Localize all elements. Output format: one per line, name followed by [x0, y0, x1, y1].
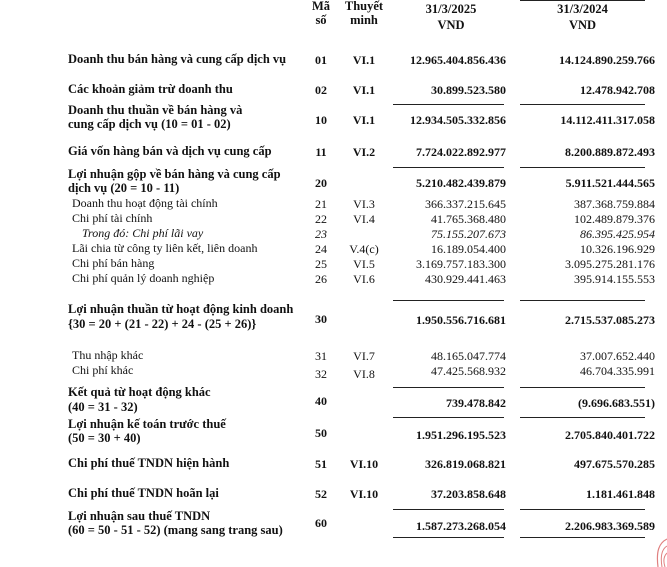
header-period2	[520, 2, 645, 32]
row-label: Lợi nhuận sau thuế TNDN	[68, 509, 211, 523]
row-value-2024: 395.914.155.553	[574, 272, 655, 286]
row-label: Chi phí bán hàng	[72, 256, 155, 270]
rule	[520, 167, 645, 168]
row-code: 32	[315, 367, 327, 381]
row-value-2025: 41.765.368.480	[431, 212, 506, 226]
row-code: 21	[315, 197, 327, 211]
rule	[520, 300, 645, 301]
header-code	[306, 0, 336, 27]
row-label: Lợi nhuận gộp về bán hàng và cung cấp	[68, 167, 281, 181]
row-code: 25	[315, 257, 327, 271]
row-label: Trong đó: Chi phí lãi vay	[82, 226, 204, 240]
rule	[520, 387, 645, 388]
header-period1-date: 31/3/2025	[425, 2, 477, 16]
rule	[393, 167, 504, 168]
row-label: Giá vốn hàng bán và dịch vụ cung cấp	[68, 144, 272, 158]
row-label-line2: (60 = 50 - 51 - 52) (mang sang trang sau)	[68, 523, 283, 537]
header-note-line2: minh	[350, 13, 378, 27]
rule	[393, 417, 504, 418]
rule	[520, 417, 645, 418]
row-label: Chi phí thuế TNDN hoãn lại	[68, 486, 219, 500]
row-value-2025: 366.337.215.645	[425, 197, 506, 211]
row-code: 20	[315, 176, 327, 190]
rule	[393, 509, 504, 510]
row-code: 22	[315, 212, 327, 226]
row-label: Doanh thu hoạt động tài chính	[72, 196, 218, 210]
row-note: VI.2	[352, 145, 376, 159]
row-value-2024: 10.326.196.929	[580, 242, 655, 256]
header-note	[338, 0, 390, 27]
row-code: 31	[315, 349, 327, 363]
row-note: VI.1	[352, 53, 376, 67]
row-value-2025: 1.950.556.716.681	[416, 313, 506, 327]
stamp-fragment-icon	[653, 537, 667, 567]
row-note: V.4(c)	[349, 242, 379, 256]
row-label: Chi phí tài chính	[72, 211, 153, 225]
row-value-2024: 2.705.840.401.722	[565, 428, 655, 442]
row-value-2025: 48.165.047.774	[431, 349, 506, 363]
row-note: VI.1	[352, 83, 376, 97]
row-label: Chi phí khác	[72, 363, 134, 377]
row-value-2025: 75.155.207.673	[431, 227, 506, 241]
row-label: Kết quả từ hoạt động khác	[68, 385, 211, 399]
row-label: Lãi chia từ công ty liên kết, liên doanh	[72, 241, 258, 255]
row-note: VI.10	[349, 457, 379, 471]
row-code: 02	[315, 83, 327, 97]
row-code: 26	[315, 272, 327, 286]
row-code: 24	[315, 242, 327, 256]
row-note: VI.1	[352, 113, 376, 127]
row-code: 01	[315, 53, 327, 67]
row-value-2025: 326.819.068.821	[425, 457, 506, 471]
row-value-2025: 47.425.568.932	[431, 364, 506, 378]
row-label: Thu nhập khác	[72, 348, 144, 362]
row-note: VI.8	[353, 367, 375, 381]
row-value-2025: 3.169.757.183.300	[416, 257, 506, 271]
row-value-2024: 5.911.521.444.565	[565, 176, 655, 190]
row-label: Lợi nhuận kế toán trước thuế	[68, 417, 226, 431]
row-label-line2: (40 = 31 - 32)	[68, 400, 138, 414]
rule	[393, 300, 504, 301]
row-label: Doanh thu thuần về bán hàng và	[68, 103, 243, 117]
row-code: 30	[315, 312, 327, 326]
row-value-2024: 12.478.942.708	[580, 83, 655, 97]
rule	[393, 387, 504, 388]
row-note: VI.6	[353, 272, 375, 286]
row-value-2024: 14.124.890.259.766	[559, 53, 655, 67]
row-value-2024: 1.181.461.848	[586, 487, 655, 501]
header-period1-unit: VND	[437, 18, 465, 32]
row-code: 11	[315, 145, 327, 159]
row-note: VI.5	[353, 257, 375, 271]
rule	[520, 104, 645, 105]
row-value-2024: 46.704.335.991	[580, 364, 655, 378]
row-value-2025: 1.587.273.268.054	[416, 519, 506, 533]
row-note: VI.4	[353, 212, 375, 226]
row-value-2025: 12.934.505.332.856	[410, 113, 506, 127]
row-label: Các khoản giảm trừ doanh thu	[68, 82, 233, 96]
row-value-2024: 3.095.275.281.176	[565, 257, 655, 271]
row-value-2024: 387.368.759.884	[574, 197, 655, 211]
row-value-2024: 497.675.570.285	[574, 457, 655, 471]
row-code: 10	[315, 113, 327, 127]
row-label-line2: {30 = 20 + (21 - 22) + 24 - (25 + 26)}	[68, 317, 257, 331]
rule	[520, 537, 645, 538]
row-value-2025: 30.899.523.580	[431, 83, 506, 97]
row-value-2025: 430.929.441.463	[425, 272, 506, 286]
row-value-2024: 86.395.425.954	[580, 227, 655, 241]
rule	[520, 509, 645, 510]
row-code: 51	[315, 457, 327, 471]
row-label-line2: dịch vụ (20 = 10 - 11)	[68, 181, 180, 195]
row-value-2024: (9.696.683.551)	[578, 396, 655, 410]
row-note: VI.3	[353, 197, 375, 211]
row-value-2025: 12.965.404.856.436	[410, 53, 506, 67]
header-note-line1: Thuyết	[344, 0, 384, 13]
row-code: 52	[315, 487, 327, 501]
row-label: Doanh thu bán hàng và cung cấp dịch vụ	[68, 52, 287, 66]
header-period2-date: 31/3/2024	[557, 2, 608, 16]
row-label-line2: cung cấp dịch vụ (10 = 01 - 02)	[68, 117, 231, 131]
row-value-2024: 2.715.537.085.273	[565, 313, 655, 327]
row-value-2025: 1.951.296.195.523	[416, 428, 506, 442]
rule	[393, 104, 504, 105]
row-value-2025: 37.203.858.648	[431, 487, 506, 501]
row-label: Lợi nhuận thuần từ hoạt động kinh doanh	[68, 302, 294, 316]
row-label: Chi phí thuế TNDN hiện hành	[68, 456, 230, 470]
header-code-line2: số	[315, 13, 327, 27]
header-period2-unit: VND	[568, 18, 597, 32]
row-value-2024: 2.206.983.369.589	[565, 519, 655, 533]
row-value-2025: 5.210.482.439.879	[416, 176, 506, 190]
row-value-2025: 7.724.022.892.977	[416, 145, 506, 159]
row-label: Chi phí quản lý doanh nghiệp	[72, 271, 215, 285]
row-code: 23	[315, 227, 327, 241]
row-value-2024: 37.007.652.440	[580, 349, 655, 363]
header-code-line1: Mã	[311, 0, 331, 13]
row-value-2024: 102.489.879.376	[574, 212, 655, 226]
row-label-line2: (50 = 30 + 40)	[68, 431, 141, 445]
row-value-2024: 14.112.411.317.058	[560, 113, 655, 127]
rule	[393, 537, 504, 538]
row-note: VI.7	[353, 349, 375, 363]
row-value-2025: 739.478.842	[446, 396, 506, 410]
header-top-rule	[520, 0, 645, 1]
row-code: 40	[315, 394, 327, 408]
row-value-2024: 8.200.889.872.493	[565, 145, 655, 159]
row-code: 60	[315, 516, 327, 530]
row-code: 50	[315, 426, 327, 440]
row-value-2025: 16.189.054.400	[431, 242, 506, 256]
row-note: VI.10	[349, 487, 379, 501]
header-period1	[396, 2, 506, 32]
